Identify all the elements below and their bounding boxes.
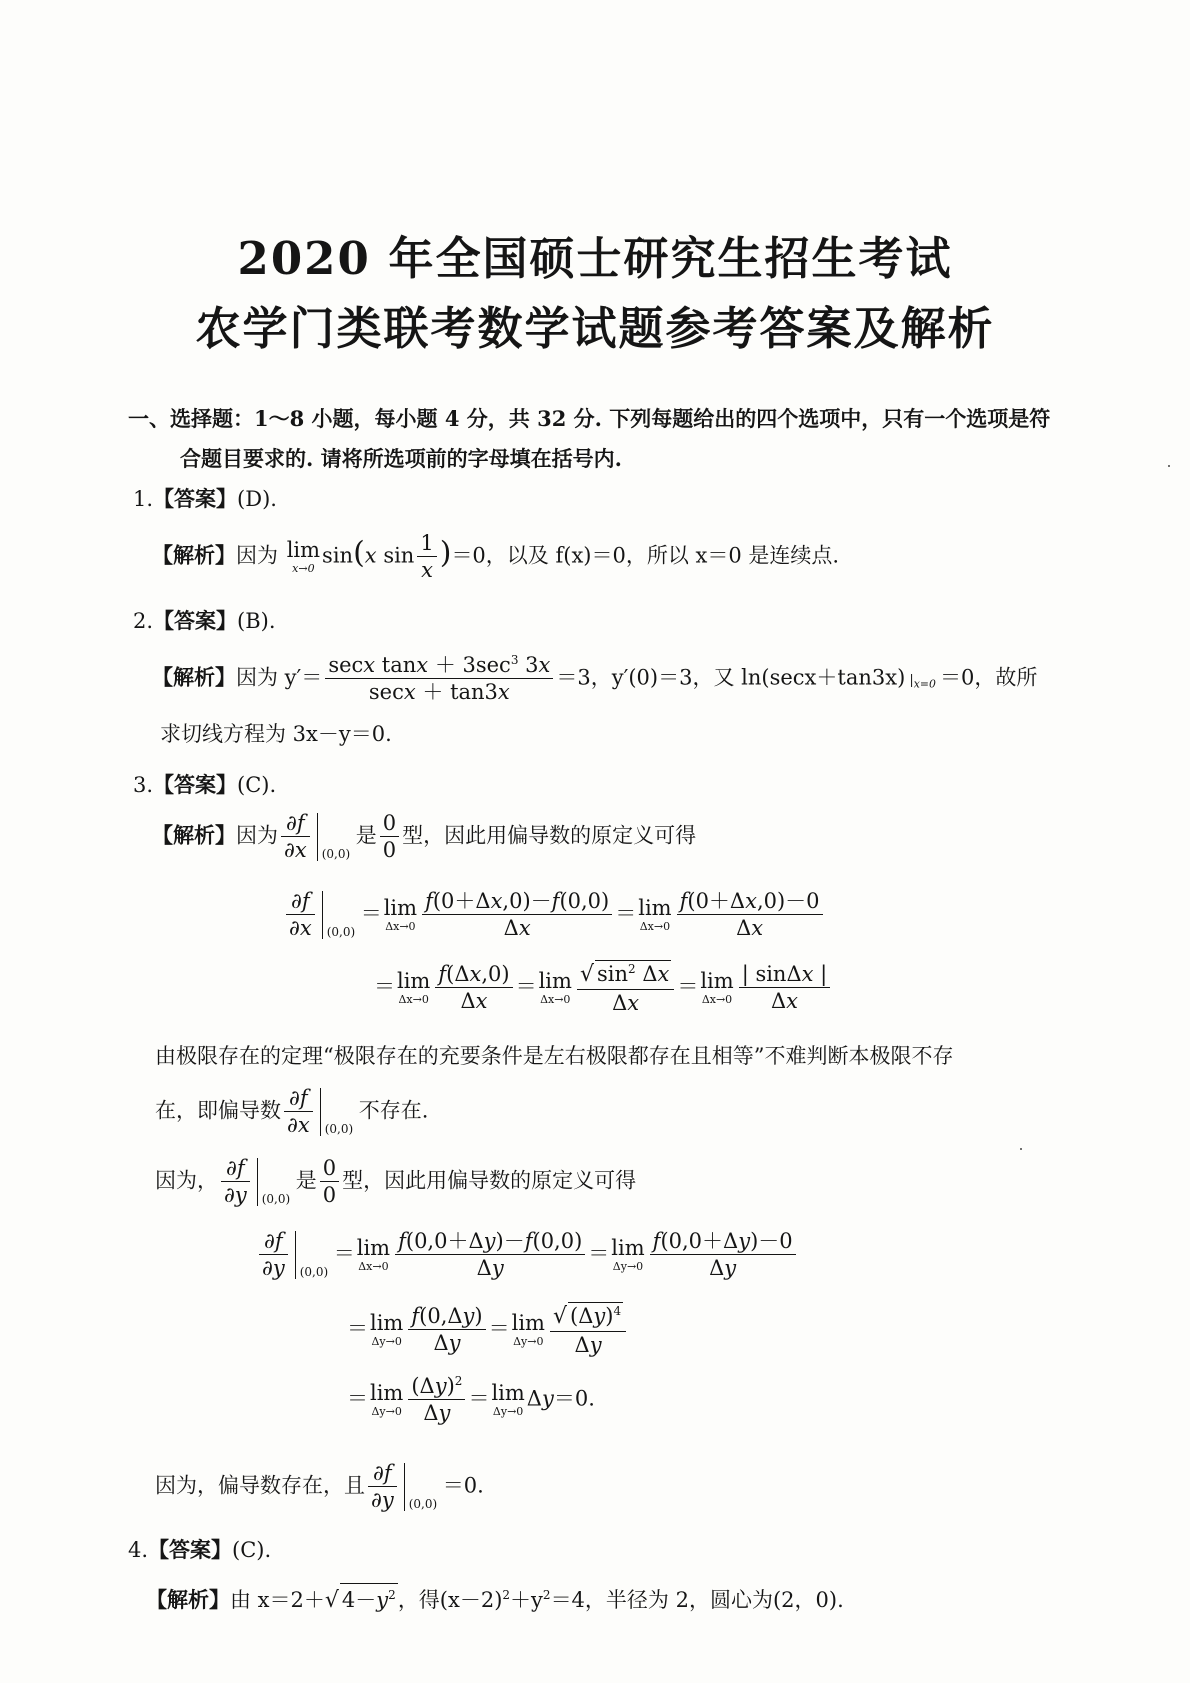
q1-analysis: 【解析】因为 lim x→0 sin(x sin $\frac{1}{x}$ )＝0，以及 f(x)＝0，所以 x＝0 是连续点. (152, 531, 840, 583)
derivative-fraction: $\frac{\sec x \tan x + 3\sec^3 3x}{\sec x + \tan 3x}$ (325, 652, 553, 706)
q1-analysis-text-b: ＝0，以及 f(x)＝0，所以 x＝0 是连续点. (451, 543, 840, 568)
q3-conclusion: 因为，偏导数存在，且 $\frac{\partial f}{\partial y}$ (0,0) ＝0. (155, 1461, 484, 1513)
q4-number: 4. (128, 1538, 149, 1562)
q2-analysis: 【解析】因为 y′＝ $\frac{\sec x \tan x + 3\sec^3 3x}{\sec x + \tan 3x}$ ＝3，y′(0)＝3，又 ln(secx＋tan3x) $|_{x=0} =0$，故所 (152, 653, 1038, 705)
q3-analysis-text-b: 是 (355, 823, 377, 848)
q4-analysis-text-a: 由 x＝2＋ (230, 1588, 325, 1612)
q2-analysis-text-b: ＝3，y′(0)＝3，又 ln(secx＋tan3x) (556, 665, 906, 690)
analysis-label: 【解析】 (152, 542, 236, 568)
q3-answer-line (133, 769, 276, 799)
q4-analysis-text-c: ＋y (510, 1588, 543, 1612)
fraction: $\frac{1}{x}$ (417, 530, 436, 584)
q3-note-line2-b: 不存在. (358, 1098, 429, 1123)
q4-answer-line (128, 1534, 271, 1564)
q1-analysis-text-a: 因为 (236, 543, 278, 568)
q2-number: 2. (133, 609, 154, 633)
q3-fx-derivation-1: $\frac{\partial f}{\partial x}$ (0,0) ＝ lim Δx→0 $\frac{f(0+\Delta x,0)-f(0,0)}{\Delta x}$ ＝ lim Δx→0 $\frac{f(0+\Delta x,0)-0}{\Delta x}$ (283, 888, 826, 942)
answer-label: 【答案】 (153, 486, 238, 511)
q3-note-line1: 由极限存在的定理“极限存在的充要条件是左右极限都存在且相等”不难判断本极限不存 (155, 1044, 954, 1068)
q2-answer: (B). (237, 609, 276, 633)
q3-analysis-text-a: 因为 (236, 823, 278, 848)
answer-label: 【答案】 (153, 772, 238, 797)
q3-fy-intro: 因为， $\frac{\partial f}{\partial y}$ (0,0) 是 $\frac{0}{0}$ 型，因此用偏导数的原定义可得 (155, 1156, 637, 1208)
q3-number: 3. (133, 773, 154, 797)
q2-tangent-line: 求切线方程为 3x－y＝0. (160, 722, 392, 746)
q3-fx-derivation-2: ＝ lim Δx→0 $\frac{f(\Delta x,0)}{\Delta x}$ ＝ lim Δx→0 $\frac{√ \sin^2 \Delta x}{\Delta x}$ ＝ lim Δx→0 $\frac{| \sin\Delta x |}{\Delta x}$ (374, 960, 833, 1016)
q3-note-line2-a: 在，即偏导数 (155, 1098, 281, 1123)
q2-analysis-text-a: 因为 y′＝ (236, 665, 323, 690)
scan-speck (1020, 1148, 1022, 1150)
evaluation-bar: (0,0) (317, 813, 356, 861)
q2-answer-line (133, 605, 276, 635)
zero-over-zero: $\frac{0}{0}$ (380, 810, 399, 864)
analysis-label: 【解析】 (152, 822, 236, 848)
scan-speck (1168, 465, 1170, 467)
q3-note-line2: 在，即偏导数 $\frac{\partial f}{\partial x}$ (0,0) 不存在. (155, 1086, 429, 1138)
q3-analysis-text-c: 型，因此用偏导数的原定义可得 (402, 823, 697, 848)
q3-answer: (C). (237, 773, 277, 797)
q3-fy-derivation-1: $\frac{\partial f}{\partial y}$ (0,0) ＝ lim Δx→0 $\frac{f(0,0+\Delta y)-f(0,0)}{\Delta y}$ ＝ lim Δy→0 $\frac{f(0,0+\Delta y)-0}{\Delta y}$ (256, 1228, 799, 1282)
limit-expression: lim x→0 (286, 537, 321, 575)
partial-fx: $\frac{\partial f}{\partial x}$ (281, 810, 310, 864)
q3-conclusion-b: ＝0. (442, 1473, 484, 1498)
section-heading-continued: 合题目要求的. 请将所选项前的字母填在括号内. (180, 446, 622, 471)
section-heading: 一、选择题：1～8 小题，每小题 4 分，共 32 分. 下列每题给出的四个选项中，只有一个选项是符 (128, 406, 1051, 431)
q1-answer-line (133, 483, 277, 513)
page-title-line2: 农学门类联考数学试题参考答案及解析 (195, 302, 995, 355)
q3-fy-derivation-2: ＝ lim Δy→0 $\frac{f(0,\Delta y)}{\Delta y}$ ＝ lim Δy→0 $\frac{√ (\Delta y)^4}{\Delta y}$ (347, 1302, 629, 1358)
q4-analysis: 【解析】由 x＝2＋√ $4-y^2$，得$(x-2)^2+y^2=4$，半径为 2，圆心为(2，0). (146, 1583, 844, 1614)
analysis-label: 【解析】 (152, 664, 236, 690)
analysis-label: 【解析】 (146, 1587, 230, 1612)
q3-y-text-c: 型，因此用偏导数的原定义可得 (342, 1168, 637, 1193)
q3-analysis (152, 810, 696, 864)
page-title-line1: 2020 年全国硕士研究生招生考试 (237, 232, 953, 285)
answer-label: 【答案】 (148, 1537, 233, 1562)
q2-analysis-text-c: ＝0，故所 (940, 665, 1038, 690)
q1-answer: (D). (237, 487, 277, 511)
answer-label: 【答案】 (153, 608, 238, 633)
q3-fy-derivation-3: ＝ lim Δy→0 $\frac{(\Delta y)^2}{\Delta y}$ ＝ lim Δy→0 Δy＝0. (347, 1374, 595, 1426)
q3-y-text-b: 是 (295, 1168, 317, 1193)
q4-analysis-text-d: ＝4，半径为 2，圆心为(2，0). (550, 1588, 844, 1612)
q4-answer: (C). (232, 1538, 272, 1562)
q1-number: 1. (133, 487, 154, 511)
q4-analysis-text-b: ，得(x－2) (397, 1588, 503, 1612)
q3-conclusion-a: 因为，偏导数存在，且 (155, 1473, 365, 1498)
q3-y-text-a: 因为， (155, 1168, 218, 1193)
